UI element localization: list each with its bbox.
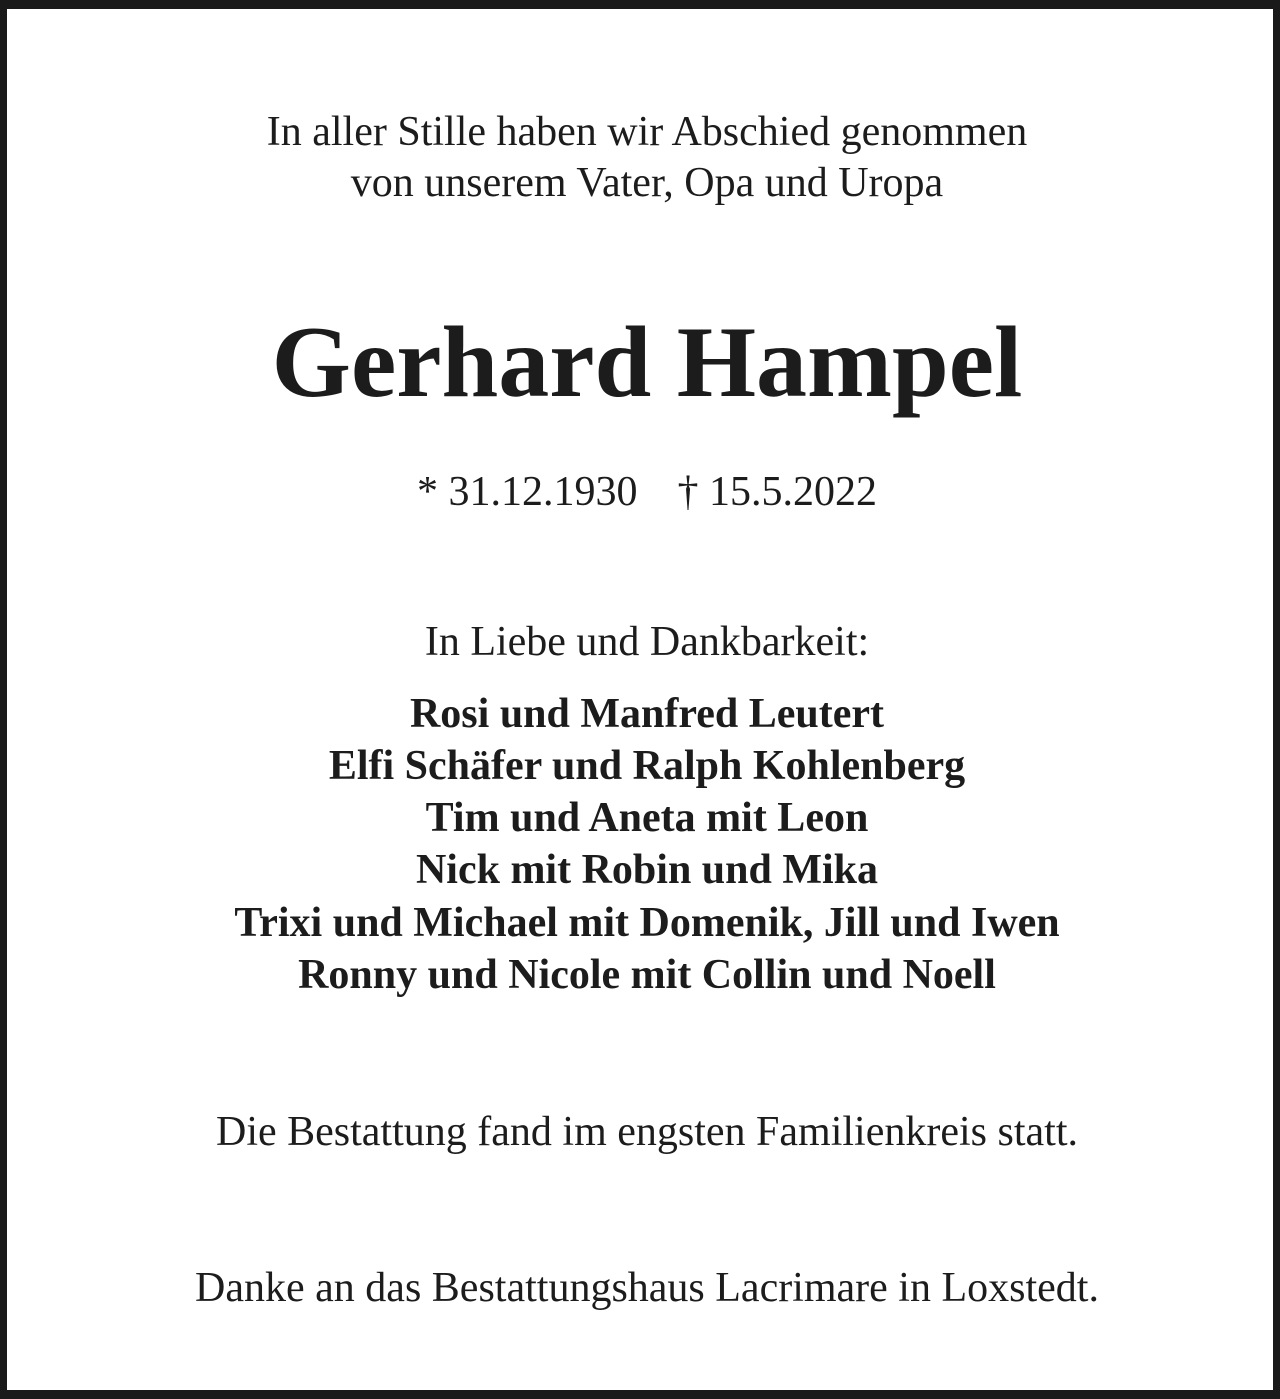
mourner-line-5: Trixi und Michael mit Domenik, Jill und Iwen xyxy=(234,900,1060,946)
death-date: † 15.5.2022 xyxy=(677,469,877,515)
intro-line-1: In aller Stille haben wir Abschied genommen xyxy=(266,109,1028,155)
mourners-heading: In Liebe und Dankbarkeit: xyxy=(424,619,870,665)
mourner-line-6: Ronny und Nicole mit Collin und Noell xyxy=(298,952,996,998)
life-dates xyxy=(7,467,1280,517)
thanks-note: Danke an das Bestattungshaus Lacrimare in Loxstedt. xyxy=(195,1265,1099,1311)
mourner-line-4: Nick mit Robin und Mika xyxy=(415,847,879,893)
funeral-note: Die Bestattung fand im engsten Familienkreis statt. xyxy=(215,1109,1078,1155)
mourner-line-1: Rosi und Manfred Leutert xyxy=(409,691,885,737)
deceased-name: Gerhard Hampel xyxy=(271,306,1023,419)
birth-date: * 31.12.1930 xyxy=(417,469,638,515)
intro-line-2: von unserem Vater, Opa und Uropa xyxy=(350,160,944,206)
mourner-line-2: Elfi Schäfer und Ralph Kohlenberg xyxy=(328,743,966,789)
mourner-line-3: Tim und Aneta mit Leon xyxy=(425,795,869,841)
